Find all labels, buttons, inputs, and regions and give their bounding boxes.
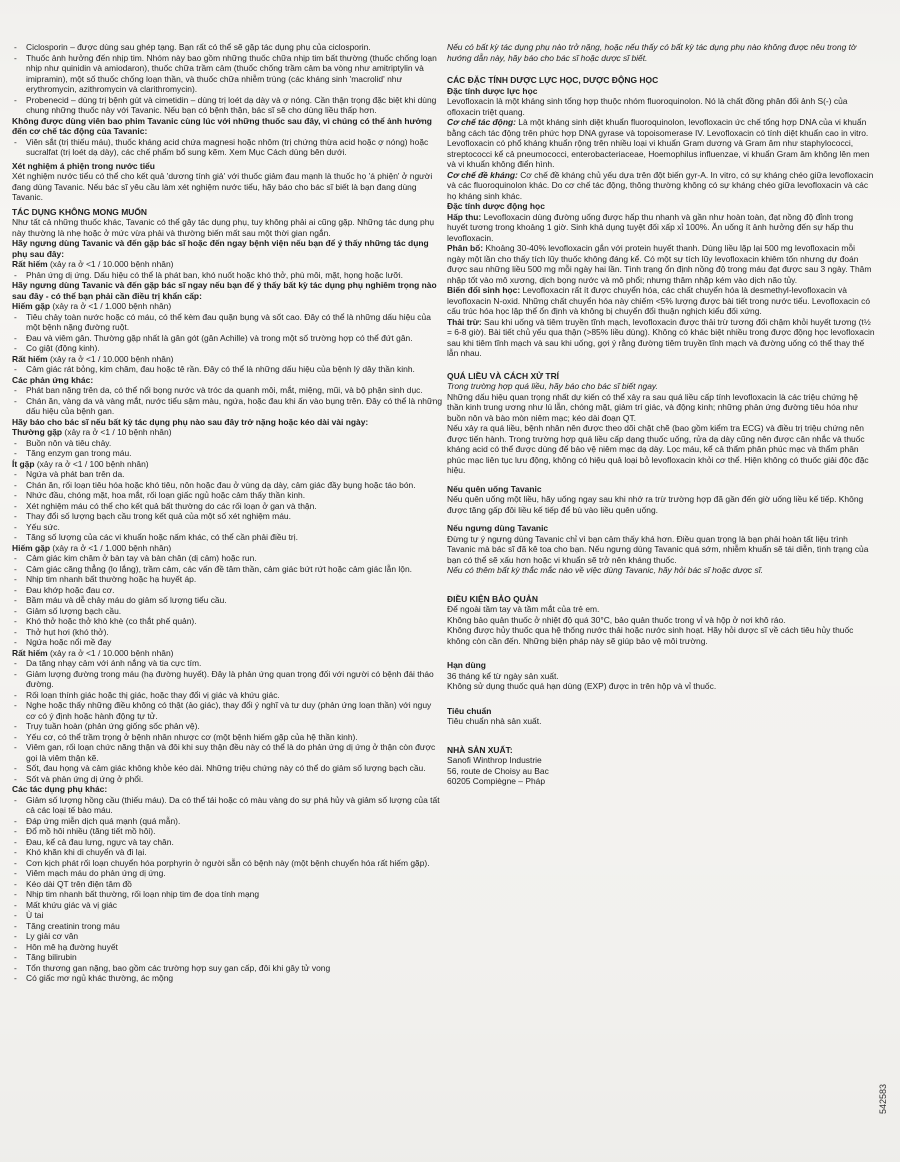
more-effects-heading: Các tác dụng phụ khác: xyxy=(12,784,108,794)
missed-dose-heading: Nếu quên uống Tavanic xyxy=(447,483,542,494)
list-item: - Ù tai xyxy=(12,910,442,921)
list-item: - Viêm gan, rối loạn chức năng thận và đôi khi suy thận đều này có thể là do phản ứng dị ứng ở thận còn được gọi là viêm thận kẽ. xyxy=(12,742,442,763)
uncommon-effects-list xyxy=(12,469,442,543)
list-item: - Tăng bilirubin xyxy=(12,952,442,963)
manufacturer-address-2: 60205 Compiègne – Pháp xyxy=(447,776,546,786)
list-item: - Sốt và phản ứng dị ứng ở phổi. xyxy=(12,774,442,785)
frequency-note: (xảy ra ở <1 / 10.000 bệnh nhân) xyxy=(47,353,174,364)
mechanism-text: Là một kháng sinh diệt khuẩn fluoroquinolon, levofloxacin ức chế tổng hợp DNA của vi khuẩn bằng cách tác động trên phức hợp DNA gyrase và topoisomerase IV. Levofloxacin có tính diệt khuẩn cao in vitro. Levofloxacin có phổ kháng khuẩn rộng trên nhiều loại vi khuẩn Gram dương và Gram âm như staphylococci, streptococci kể cả pneumococci, enterobacteriaceae, Hoemophilus influenzae, vi khuẩn Gram âm không lên men và vi khuẩn không điển hình. xyxy=(447,117,870,169)
list-item: - Tăng số lượng của các vi khuẩn hoặc nấm khác, có thể cần phải điều trị. xyxy=(12,532,442,543)
list-item: - Có giấc mơ ngủ khác thường, ác mộng xyxy=(12,973,442,984)
biotransformation-paragraph xyxy=(447,285,875,317)
resistance-label: Cơ chế đề kháng: xyxy=(447,169,518,180)
frequency-name: Rất hiếm xyxy=(12,353,48,364)
pharmacodynamics-heading: Đặc tính dược lực học xyxy=(447,85,538,96)
list-item: - Trụy tuần hoàn (phản ứng giống sốc phản vệ). xyxy=(12,721,442,732)
storage-heading: ĐIỀU KIỆN BẢO QUẢN xyxy=(447,593,538,604)
overdose-paragraph-1: Những dấu hiệu quan trọng nhất dự kiến có thể xảy ra sau quá liều cấp tính levofloxacin là các triệu chứng hệ thần kinh trung ương như lú lẫn, chóng mặt, giảm trí giác, và động kinh; những phản ứng đường tiêu hóa như buồn nôn và bào mòn niêm mạc; kéo dài đoạn QT. xyxy=(447,391,858,423)
list-item: - Khó thở hoặc thở khò khè (co thắt phế quản). xyxy=(12,616,442,627)
absorption-label: Hấp thu: xyxy=(447,211,482,222)
list-item: - Tăng enzym gan trong máu. xyxy=(12,448,442,459)
interaction-list xyxy=(12,137,442,158)
list-item: - Cảm giác căng thẳng (lo lắng), trầm cảm, các vấn đề tâm thần, cảm giác bứt rứt hoặc cảm giác lẫn lộn. xyxy=(12,564,442,575)
resistance-paragraph xyxy=(447,170,875,202)
stop-serious-list-2 xyxy=(12,364,442,375)
elimination-text: Sau khi uống và tiêm truyền tĩnh mạch, levofloxacin được thải trừ tương đối chậm khỏi huyết tương (t½ = 6-8 giờ). Bài tiết chủ yếu qua thận (>85% liều dùng). Không có khác biệt nhiều trong được động học levofloxacin sau khi tiêm tĩnh mạch và sau khi uống, gợi ý rằng đường tiêm truyền tĩnh mạch và đường uống có thể thay thế lẫn nhau. xyxy=(447,316,875,358)
list-item: - Khó khăn khi di chuyển và đi lại. xyxy=(12,847,442,858)
mechanism-paragraph xyxy=(447,117,875,170)
absorption-paragraph xyxy=(447,212,875,244)
list-item: - Ciclosporin – được dùng sau ghép tạng. Bạn rất có thể sẽ gặp tác dụng phụ của ciclosporin. xyxy=(12,42,442,53)
list-item: - Chán ăn, vàng da và vàng mắt, nước tiểu sậm màu, ngứa, hoặc đau khi ấn vào bụng trên. Đây có thể là những dấu hiệu của bệnh gan. xyxy=(12,396,442,417)
frequency-name: Rất hiếm xyxy=(12,259,48,269)
frequency-note: (xảy ra ở <1 / 100 bệnh nhân) xyxy=(34,458,149,469)
frequency-label xyxy=(12,354,442,365)
stop-immediately-heading: Hãy ngưng dùng Tavanic và đến gặp bác sĩ hoặc đến ngay bệnh viện nếu bạn để ý thấy những tác dụng phụ sau đây: xyxy=(12,238,429,259)
frequency-name: Thường gặp xyxy=(12,427,63,437)
frequency-name: Ít gặp xyxy=(12,458,35,469)
very-rare-effects-list xyxy=(12,658,442,784)
list-item: - Giảm số lượng bạch cầu. xyxy=(12,606,442,617)
frequency-label xyxy=(12,259,442,270)
list-item: - Đổ mồ hôi nhiều (tăng tiết mồ hôi). xyxy=(12,826,442,837)
shelf-life-line-2: Không sử dụng thuốc quá hạn dùng (EXP) được in trên hộp và vỉ thuốc. xyxy=(447,681,717,691)
list-item: - Nhức đầu, chóng mặt, hoa mắt, rối loạn giấc ngủ hoặc cảm thấy thần kinh. xyxy=(12,490,442,501)
elimination-label: Thải trừ: xyxy=(447,316,482,327)
missed-dose-text: Nếu quên uống một liều, hãy uống ngay sau khi nhớ ra trừ trường hợp đã gần đến giờ uống liều kế tiếp. Không được tăng gấp đôi liều kế tiếp để bù vào liều quên uống. xyxy=(447,494,864,515)
frequency-label xyxy=(12,459,442,470)
other-reactions-list xyxy=(12,385,442,417)
rare-effects-list xyxy=(12,553,442,648)
manufacturer-heading: NHÀ SẢN XUẤT: xyxy=(447,744,513,755)
overdose-note: Trong trường hợp quá liều, hãy báo cho bác sĩ biết ngay. xyxy=(447,381,658,391)
other-reactions-heading: Các phản ứng khác: xyxy=(12,374,94,385)
pharmacology-heading: CÁC ĐẶC TÍNH DƯỢC LỰC HỌC, DƯỢC ĐỘNG HỌC xyxy=(447,75,659,85)
overdose-heading: QUÁ LIỀU VÀ CÁCH XỬ TRÍ xyxy=(447,370,560,381)
list-item: - Viên sắt (trị thiếu máu), thuốc kháng acid chứa magnesi hoặc nhôm (trị chứng thừa acid hoặc ợ nóng) hoặc sucralfat (trị loét dạ dày), các chế phẩm bổ sung kẽm. Xem Mục Cách dùng bên dưới. xyxy=(12,137,442,158)
list-item: - Nhịp tim nhanh bất thường hoặc hạ huyết áp. xyxy=(12,574,442,585)
list-item: - Sốt, đau họng và cảm giác không khỏe kéo dài. Những triệu chứng này có thể do giảm số lượng bạch cầu. xyxy=(12,763,442,774)
stopping-note: Nếu có thêm bất kỳ thắc mắc nào về việc dùng Tavanic, hãy hỏi bác sĩ hoặc dược sĩ. xyxy=(447,565,763,575)
pharmacodynamics-text: Levofloxacin là một kháng sinh tổng hợp thuộc nhóm fluoroquinolon. Nó là chất đồng phân đối ảnh S(-) của ofloxacin triệt quang. xyxy=(447,96,848,117)
frequency-note: (xảy ra ở <1 / 1.000 bệnh nhân) xyxy=(49,301,172,311)
interaction-heading: Không được dùng viên bao phim Tavanic cùng lúc với những thuốc sau đây, vì chúng có thể ảnh hưởng đến cơ chế tác động của Tavanic: xyxy=(12,115,432,136)
storage-line-2: Không bảo quản thuốc ở nhiệt độ quá 30°C, bảo quản thuốc trong vỉ và hộp ở nơi khô ráo. xyxy=(447,614,786,625)
adverse-effects-intro: Như tất cả những thuốc khác, Tavanic có thể gây tác dụng phụ, tuy không phải ai cũng gặp. Những tác dụng phụ này thường là nhẹ hoặc ở mức vừa phải và thường biến mất sau một thời gian ngắn. xyxy=(12,217,435,238)
right-column xyxy=(447,42,875,1160)
list-item: - Đau và viêm gân. Thường gặp nhất là gân gót (gân Achille) và trong một số trường hợp có thể đứt gân. xyxy=(12,333,442,344)
list-item: - Đáp ứng miễn dịch quá mạnh (quá mẫn). xyxy=(12,816,442,827)
mechanism-label: Cơ chế tác động: xyxy=(447,117,516,127)
frequency-note: (xảy ra ở <1 / 10.000 bệnh nhân) xyxy=(47,647,174,658)
print-code xyxy=(878,1084,896,1154)
shelf-life-heading: Hạn dùng xyxy=(447,660,486,670)
list-item: - Tiêu chảy toàn nước hoặc có máu, có thể kèm đau quặn bụng và sốt cao. Đây có thể là những dấu hiệu của một bệnh nặng đường ruột. xyxy=(12,312,442,333)
list-item: - Nhịp tim nhanh bất thường, rối loạn nhịp tim đe dọa tính mạng xyxy=(12,889,442,900)
distribution-paragraph xyxy=(447,243,875,285)
biotransformation-label: Biến đổi sinh học: xyxy=(447,285,521,295)
frequency-name: Rất hiếm xyxy=(12,647,48,658)
tell-doctor-heading: Hãy báo cho bác sĩ nếu bất kỳ tác dụng phụ nào sau đây trở nặng hoặc kéo dài vài ngày: xyxy=(12,416,369,427)
frequency-note: (xảy ra ở <1 / 1.000 bệnh nhân) xyxy=(49,542,172,553)
list-item: - Thay đổi số lượng bạch cầu trong kết quả của một số xét nghiệm máu. xyxy=(12,511,442,522)
left-column xyxy=(12,42,442,1160)
resistance-text: Cơ chế đề kháng chủ yếu dựa trên đột biến gyr-A. In vitro, có sự kháng chéo giữa levofloxacin và các fluoroquinolon khác. Do cơ chế tác động, thông thường không có sự kháng chéo giữa levofloxacin và các họ kháng sinh khác. xyxy=(447,169,874,201)
frequency-note: (xảy ra ở <1 / 10 bệnh nhân) xyxy=(62,427,172,437)
more-effects-list xyxy=(12,795,442,984)
stopping-text: Đừng tự ý ngưng dùng Tavanic chỉ vì bạn cảm thấy khá hơn. Điều quan trọng là bạn phải hoàn tất liệu trình Tavanic mà bác sĩ đã kê toa cho bạn. Nếu ngưng dùng Tavanic quá sớm, nhiễm khuẩn sẽ tái diễn, tình trạng của bạn có thể sẽ xấu hơn hoặc vi khuẩn sẽ trở nên kháng thuốc. xyxy=(447,533,869,565)
list-item: - Giảm số lượng hồng cầu (thiếu máu). Da có thể tái hoặc có màu vàng do sự phá hủy và giảm số lượng của tất cả các loại tế bào máu. xyxy=(12,795,442,816)
frequency-note: (xảy ra ở <1 / 10.000 bệnh nhân) xyxy=(47,259,174,269)
elimination-paragraph xyxy=(447,317,875,359)
frequency-name: Hiếm gặp xyxy=(12,542,50,553)
distribution-text: Khoảng 30-40% levofloxacin gắn với protein huyết thanh. Dùng liều lặp lại 500 mg levofloxacin mỗi ngày một lần cho thấy tích lũy thuốc không đáng kể. Có một sự tích lũy levofloxacin khiêm tốn nhưng dự đoán được sau những liều 500 mg mỗi ngày hai lần. Tình trạng ổn định nồng độ trong máu đạt được sau 3 ngày. Thâm nhập tốt vào mô xương, dịch bọng nước và mô phổi; nhưng thâm nhập kém vào dịch não tủy. xyxy=(447,243,872,285)
manufacturer-name: Sanofi Winthrop Industrie xyxy=(447,755,542,765)
list-item: - Ngứa và phát ban trên da. xyxy=(12,469,442,480)
urine-test-text: Xét nghiệm nước tiểu có thể cho kết quả 'dương tính giả' với thuốc giảm đau mạnh là thuốc họ 'á phiện' ở người đang dùng Tavanic. Nếu bác sĩ yêu cầu làm xét nghiệm nước tiểu, hãy báo cho bác sĩ biết là bạn đang dùng Tavanic. xyxy=(12,171,433,202)
stop-serious-heading: Hãy ngưng dùng Tavanic và đến gặp bác sĩ ngay nếu bạn để ý thấy bất kỳ tác dụng phụ nghiêm trọng nào sau đây - có thể bạn phải cần điều trị khẩn cấp: xyxy=(12,280,437,301)
absorption-text: Levofloxacin dùng đường uống được hấp thu nhanh và gần như hoàn toàn, đạt nồng độ đỉnh trong huyết tương trong khoảng 1 giờ. Sinh khả dụng tuyệt đối xấp xỉ 100%. Ăn uống ít ảnh hưởng đến sự hấp thu levofloxacin. xyxy=(447,211,854,243)
top-note: Nếu có bất kỳ tác dụng phụ nào trở nặng, hoặc nếu thấy có bất kỳ tác dụng phụ nào không được nêu trong tờ hướng dẫn này, hãy báo cho bác sĩ hoặc dược sĩ biết. xyxy=(447,42,857,63)
list-item: - Ly giải cơ vân xyxy=(12,931,442,942)
list-item: - Yếu cơ, có thể trầm trọng ở bệnh nhân nhược cơ (một bệnh hiếm gặp của hệ thần kinh). xyxy=(12,732,442,743)
list-item: - Đau khớp hoặc đau cơ. xyxy=(12,585,442,596)
list-item: - Thở hụt hơi (khó thở). xyxy=(12,627,442,638)
overdose-paragraph-2: Nếu xảy ra quá liều, bệnh nhân nên được theo dõi chặt chẽ (bao gồm kiểm tra ECG) và điều trị triệu chứng nên được tiến hành. Trong trường hợp quá liều cấp dạng thuốc uống, rửa dạ dày cũng nên được cân nhắc và thuốc kháng acid có thể được dùng để bảo vệ niêm mạc dạ dày. Lọc máu, kể cả thẩm phân phúc mạc và thẩm phân phúc mạc liên tục lưu động, không có hiệu quả loại bỏ levofloxacin khỏi cơ thể. Hiện không có thuốc giải độc đặc hiệu. xyxy=(447,423,869,475)
frequency-name: Hiếm gặp xyxy=(12,301,50,311)
adverse-effects-heading: TÁC DỤNG KHÔNG MONG MUỐN xyxy=(12,206,147,217)
stop-immediately-list xyxy=(12,270,442,281)
distribution-label: Phân bố: xyxy=(447,243,484,253)
standard-text: Tiêu chuẩn nhà sản xuất. xyxy=(447,716,542,726)
list-item: - Da tăng nhạy cảm với ánh nắng và tia cực tím. xyxy=(12,658,442,669)
list-item: - Phản ứng dị ứng. Dấu hiệu có thể là phát ban, khó nuốt hoặc khó thở, phù môi, mặt, họng hoặc lưỡi. xyxy=(12,270,442,281)
list-item: - Giảm lượng đường trong máu (hạ đường huyết). Đây là phản ứng quan trọng đối với người có bệnh đái tháo đường. xyxy=(12,669,442,690)
list-item: - Yếu sức. xyxy=(12,522,442,533)
common-effects-list xyxy=(12,438,442,459)
pharmacokinetics-heading: Đặc tính dược động học xyxy=(447,201,545,211)
list-item: - Chán ăn, rối loạn tiêu hóa hoặc khó tiêu, nôn hoặc đau ở vùng dạ dày, cảm giác đầy bụng hoặc táo bón. xyxy=(12,480,442,491)
list-item: - Tăng creatinin trong máu xyxy=(12,921,442,932)
frequency-label xyxy=(12,427,442,438)
frequency-label xyxy=(12,301,442,312)
list-item: - Xét nghiệm máu có thể cho kết quả bất thường do các rối loạn ở gan và thận. xyxy=(12,501,442,512)
list-item: - Cảm giác kim châm ở bàn tay và bàn chân (dị cảm) hoặc run. xyxy=(12,553,442,564)
shelf-life-line-1: 36 tháng kể từ ngày sản xuất. xyxy=(447,670,559,681)
biotransformation-text: Levofloxacin rất ít được chuyển hóa, các chất chuyển hóa là desmethyl-levofloxacin và levofloxacin N-oxid. Những chất chuyển hóa này chiếm <5% lượng được bài tiết trong nước tiểu. Levofloxacin có cấu trúc hóa học lập thể ổn định và không bị chuyển đổi thuận nghịch kiểu đối xứng. xyxy=(447,285,871,316)
list-item: - Probenecid – dùng trị bệnh gút và cimetidin – dùng trị loét dạ dày và ợ nóng. Cần thận trọng đặc biệt khi dùng chung những thuốc này với Tavanic. Nếu bạn có bệnh thận, bác sĩ sẽ cho dùng liều thấp hơn. xyxy=(12,95,442,116)
frequency-label xyxy=(12,543,442,554)
manufacturer-address-1: 56, route de Choisy au Bac xyxy=(447,765,549,776)
storage-line-3: Không được hủy thuốc qua hệ thống nước thải hoặc nước sinh hoạt. Hãy hỏi dược sĩ về cách tiêu hủy thuốc không còn cần đến. Những biện pháp này sẽ giúp bảo vệ môi trường. xyxy=(447,625,854,646)
list-item: - Ngứa hoặc nổi mề đay xyxy=(12,637,442,648)
list-item: - Thuốc ảnh hưởng đến nhịp tim. Nhóm này bao gồm những thuốc chữa nhịp tim bất thường (thuốc chống loạn nhịp như quinidin và amiodaron), thuốc chữa trầm cảm (thuốc chống trầm cảm ba vòng như amitriptylin và imipramin), một số thuốc chống loạn thần, và thuốc chữa nhiễm trùng (các kháng sinh 'macrolid' như erythromycin, azithromycin và clarithromycin). xyxy=(12,53,442,95)
standard-heading: Tiêu chuẩn xyxy=(447,705,492,716)
storage-line-1: Để ngoài tầm tay và tầm mắt của trẻ em. xyxy=(447,604,600,614)
list-item: - Cơn kịch phát rối loạn chuyển hóa porphyrin ở người sẵn có bệnh này (một bệnh chuyển hóa rất hiếm gặp). xyxy=(12,858,442,869)
list-item: - Bầm máu và dễ chảy máu do giảm số lượng tiểu cầu. xyxy=(12,595,442,606)
intro-list xyxy=(12,42,442,116)
list-item: - Hôn mê hạ đường huyết xyxy=(12,942,442,953)
stopping-heading: Nếu ngưng dùng Tavanic xyxy=(447,523,549,533)
list-item: - Co giật (động kinh). xyxy=(12,343,442,354)
list-item: - Phát ban nặng trên da, có thể nổi bọng nước và tróc da quanh môi, mắt, miệng, mũi, và bộ phận sinh dục. xyxy=(12,385,442,396)
stop-serious-list xyxy=(12,312,442,354)
list-item: - Đau, kể cả đau lưng, ngực và tay chân. xyxy=(12,837,442,848)
list-item: - Nghe hoặc thấy những điều không có thật (ảo giác), thay đổi ý nghĩ và tư duy (phản ứng loạn thần) với nguy cơ có ý định hoặc hành động tự tử. xyxy=(12,700,442,721)
frequency-label xyxy=(12,648,442,659)
list-item: - Buồn nôn và tiêu chảy. xyxy=(12,438,442,449)
list-item: - Mất khứu giác và vị giác xyxy=(12,900,442,911)
list-item: - Rối loạn thính giác hoặc thị giác, hoặc thay đổi vị giác và khứu giác. xyxy=(12,690,442,701)
list-item: - Tổn thương gan nặng, bao gồm các trường hợp suy gan cấp, đôi khi gây tử vong xyxy=(12,963,442,974)
list-item: - Kéo dài QT trên điện tâm đồ xyxy=(12,879,442,890)
print-code-text: 542583 xyxy=(878,1084,888,1115)
list-item: - Cảm giác rát bỏng, kim châm, đau hoặc tê rần. Đây có thể là những dấu hiệu của bệnh lý dây thần kinh. xyxy=(12,364,442,375)
list-item: - Viêm mạch máu do phản ứng dị ứng. xyxy=(12,868,442,879)
urine-test-heading: Xét nghiệm á phiện trong nước tiểu xyxy=(12,160,155,171)
